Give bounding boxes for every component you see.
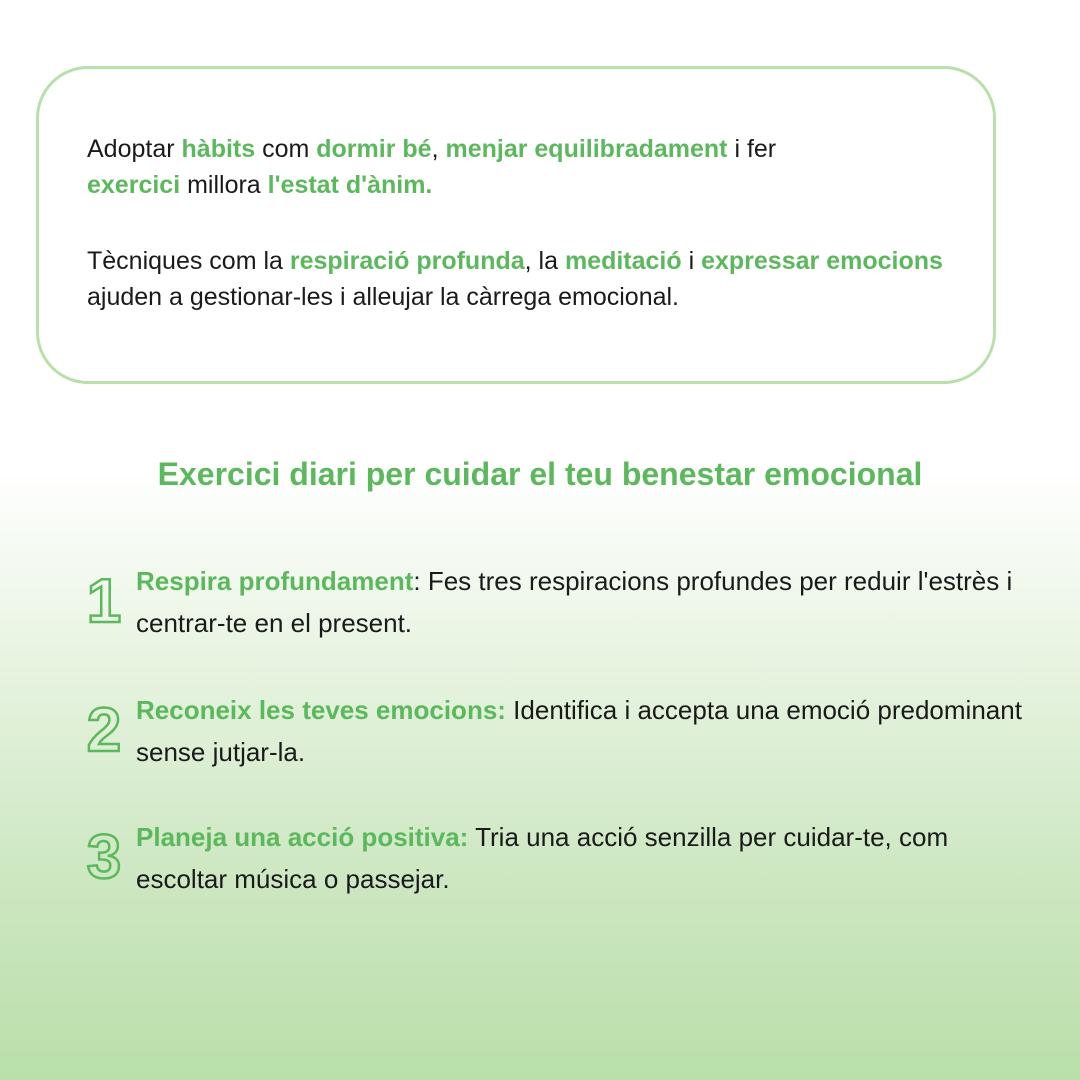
techniques-paragraph: [87, 243, 967, 315]
habits-text-1: Adoptar: [87, 135, 182, 163]
habits-highlight-2: dormir bé: [316, 135, 432, 163]
habits-text-2: com: [255, 135, 317, 163]
step-text: [136, 816, 1036, 900]
step-description: Tria una acció senzilla per cuidar-te, com escoltar música o passejar.: [136, 822, 949, 894]
techniques-highlight-2: meditació: [564, 247, 682, 275]
step-title: Respira profundament: [136, 566, 414, 596]
habits-paragraph: [87, 131, 967, 203]
habits-text-5: millora: [180, 171, 268, 199]
step-title: Planeja una acció positiva:: [136, 822, 469, 852]
techniques-text-1: Tècniques com la: [87, 247, 290, 275]
habits-text-3: ,: [431, 135, 446, 163]
info-card: [36, 66, 996, 384]
step-number-1: 1: [86, 567, 122, 636]
techniques-highlight-3: expressar emocions: [701, 247, 943, 275]
step-number-2: 2: [86, 696, 122, 765]
step-description: Identifica i accepta una emoció predominant sense jutjar-la.: [136, 695, 1022, 767]
habits-text-4: i fer: [727, 135, 777, 163]
step-number-3: 3: [86, 823, 122, 892]
step-text: [136, 689, 1036, 773]
techniques-text-2: , la: [524, 247, 565, 275]
step-text: [136, 560, 1036, 644]
habits-highlight-3: menjar equilibradament: [445, 135, 728, 163]
section-title: Exercici diari per cuidar el teu benestar emocional: [157, 456, 923, 492]
techniques-text-3: i: [681, 247, 702, 275]
step-title: Reconeix les teves emocions:: [136, 695, 506, 725]
habits-highlight-4: exercici: [87, 171, 181, 199]
habits-highlight-1: hàbits: [181, 135, 256, 163]
habits-highlight-5: l'estat d'ànim.: [267, 171, 433, 199]
techniques-highlight-1: respiració profunda: [289, 247, 525, 275]
step-description: : Fes tres respiracions profundes per reduir l'estrès i centrar-te en el present.: [136, 566, 1013, 638]
techniques-text-4: ajuden a gestionar-les i alleujar la càrrega emocional.: [87, 283, 680, 311]
